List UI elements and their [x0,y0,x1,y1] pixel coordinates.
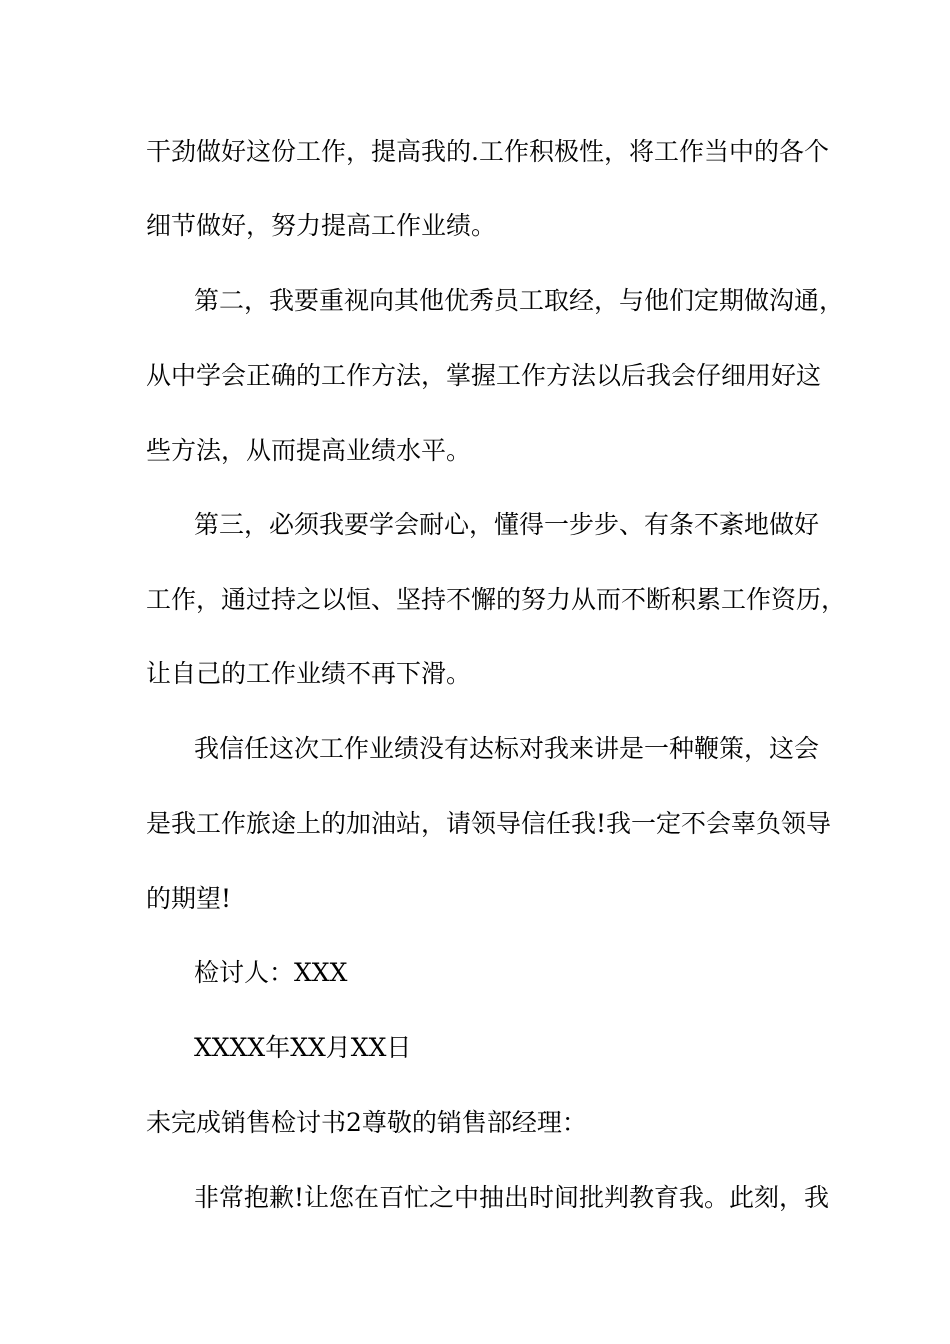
signature-line: 检讨人：XXX [194,958,348,987]
paragraph-line: 工作，通过持之以恒、坚持不懈的努力从而不断积累工作资历， [146,585,847,614]
paragraph-line: 细节做好，努力提高工作业绩。 [146,211,497,240]
paragraph-line: 是我工作旅途上的加油站，请领导信任我!我一定不会辜负领导 [146,809,832,838]
section-heading: 未完成销售检讨书2尊敬的销售部经理： [146,1108,587,1137]
date-line: XXXX年XX月XX日 [194,1033,412,1062]
paragraph-line: 的期望! [146,884,232,913]
paragraph-line: 第二，我要重视向其他优秀员工取经，与他们定期做沟通， [194,286,845,315]
paragraph-line: 第三，必须我要学会耐心，懂得一步步、有条不紊地做好 [194,510,820,539]
paragraph-line: 干劲做好这份工作，提高我的.工作积极性，将工作当中的各个 [146,137,829,166]
paragraph-line: 些方法，从而提高业绩水平。 [146,436,472,465]
paragraph-line: 非常抱歉!让您在百忙之中抽出时间批判教育我。此刻，我 [194,1183,830,1212]
paragraph-line: 让自己的工作业绩不再下滑。 [146,659,472,688]
paragraph-line: 我信任这次工作业绩没有达标对我来讲是一种鞭策，这会 [194,734,820,763]
paragraph-line: 从中学会正确的工作方法，掌握工作方法以后我会仔细用好这 [146,361,822,390]
